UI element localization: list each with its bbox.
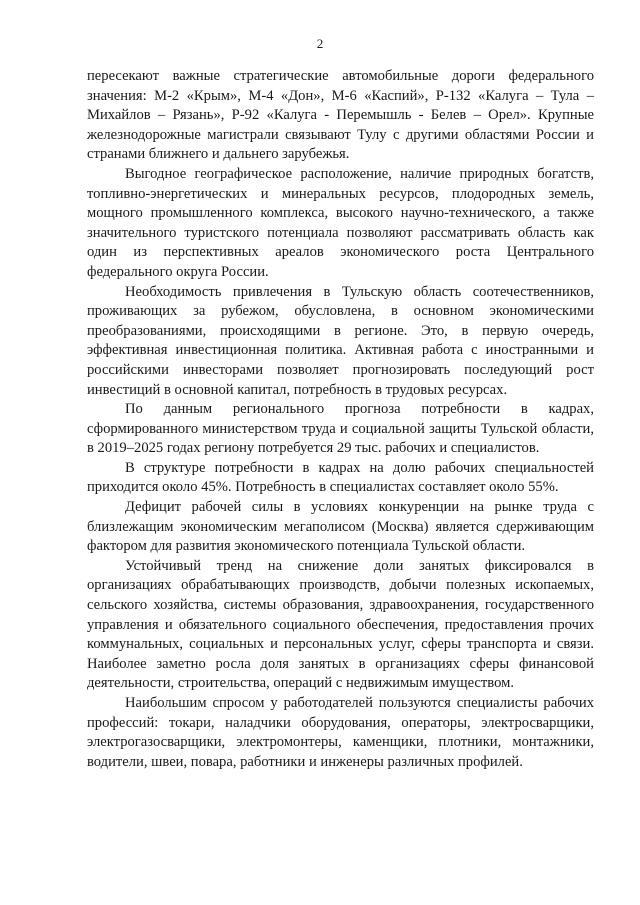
document-body	[87, 67, 594, 772]
paragraph: По данным регионального прогноза потребности в кадрах, сформированного министерством труда и социальной защиты Тульской области, в 2019–2025 годах региону потребуется 29 тыс. рабочих и специалистов.	[87, 401, 594, 457]
paragraph-continued: пересекают важные стратегические автомобильные дороги федерального значения: М-2 «Крым», М-4 «Дон», М-6 «Каспий», Р-132 «Калуга – Тула – Михайлов – Рязань», Р-92 «Калуга - Перемышль - Белев – Орел». Крупные железнодорожные магистрали связывают Тулу с другими областями России и странами ближнего и дальнего зарубежья.	[87, 68, 594, 163]
paragraph: Устойчивый тренд на снижение доли занятых фиксировался в организациях обрабатывающих производств, добычи полезных ископаемых, сельского хозяйства, системы образования, здравоохранения, государственного управления и обязательного социального обеспечения, предоставления прочих коммунальных, социальных и персональных услуг, сферы транспорта и связи. Наиболее заметно росла доля занятых в организациях сферы финансовой деятельности, строительства, операций с недвижимым имуществом.	[87, 557, 594, 692]
paragraph: Дефицит рабочей силы в условиях конкуренции на рынке труда с близлежащим экономическим мегаполисом (Москва) является сдерживающим фактором для развития экономического потенциала Тульской области.	[87, 499, 594, 555]
paragraph: В структуре потребности в кадрах на долю рабочих специальностей приходится около 45%. Потребность в специалистах составляет около 55%.	[87, 459, 594, 496]
paragraph: Выгодное географическое расположение, наличие природных богатств, топливно-энергетических и минеральных ресурсов, плодородных земель, мощного промышленного комплекса, высокого научно-технического, а также значительного туристского потенциала позволяют рассматривать область как один из перспективных ареалов экономического роста Центрального федерального округа России.	[87, 165, 594, 280]
page-number: 2	[316, 36, 324, 51]
paragraph: Необходимость привлечения в Тульскую область соотечественников, проживающих за рубежом, обусловлена, в основном экономическими преобразованиями, происходящими в регионе. Это, в первую очередь, эффективная инвестиционная политика. Активная работа с иностранными и российскими инвесторами позволяет прогнозировать последующий рост инвестиций в основной капитал, потребность в трудовых ресурсах.	[87, 283, 594, 398]
paragraph: Наибольшим спросом у работодателей пользуются специалисты рабочих профессий: токари, наладчики оборудования, операторы, электросварщики, электрогазосварщики, электромонтеры, каменщики, плотники, монтажники, водители, швеи, повара, работники и инженеры различных профилей.	[87, 695, 594, 770]
